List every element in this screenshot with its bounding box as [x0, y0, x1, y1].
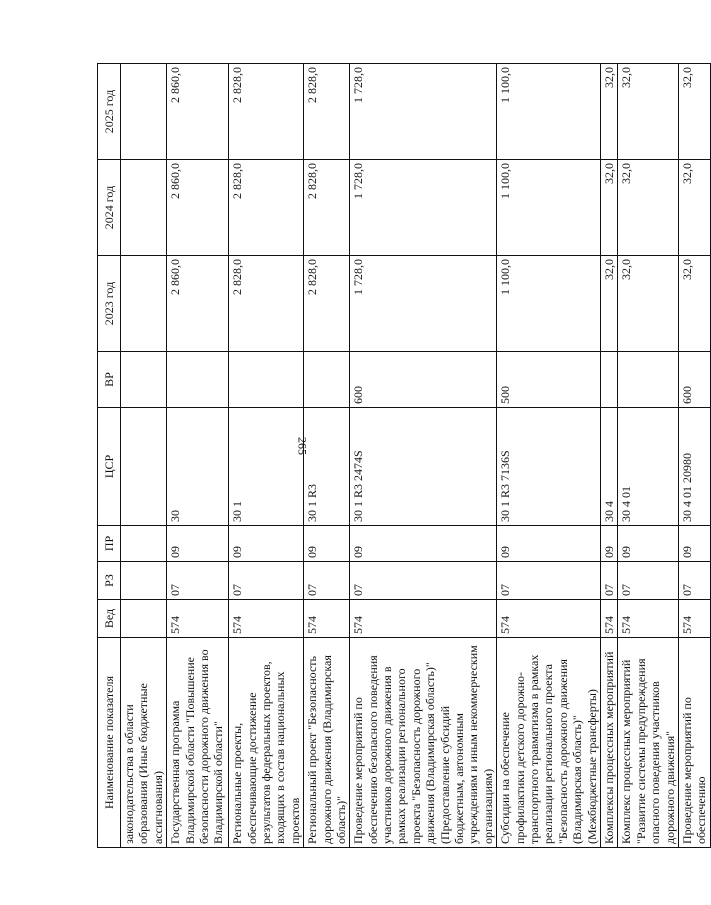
cell-vr [618, 352, 679, 408]
cell-rz: 07 [229, 562, 304, 600]
cell-vr: 600 [678, 352, 710, 408]
cell-csr [121, 408, 167, 526]
cell-rz [121, 562, 167, 600]
cell-name: Региональные проекты, обеспечивающие достижение результатов федеральных проектов, входящих в состав национальных проектов [229, 638, 304, 848]
cell-ved: 574 [600, 600, 617, 638]
cell-vr: 600 [350, 352, 497, 408]
table-row [600, 64, 617, 848]
table-row [121, 64, 167, 848]
header-2025: 2025 год [98, 64, 121, 160]
cell-ved: 574 [678, 600, 710, 638]
cell-csr: 30 [167, 408, 229, 526]
cell-2025: 32,0 [678, 64, 710, 160]
cell-2024 [121, 160, 167, 256]
cell-csr: 30 4 01 [618, 408, 679, 526]
cell-ved: 574 [350, 600, 497, 638]
cell-vr [600, 352, 617, 408]
budget-table [97, 63, 711, 848]
cell-pr: 09 [618, 526, 679, 562]
cell-pr [121, 526, 167, 562]
cell-vr [167, 352, 229, 408]
table-header-row [98, 64, 121, 848]
header-name: Наименование показателя [98, 638, 121, 848]
cell-csr: 30 1 R3 2474S [350, 408, 497, 526]
cell-2024: 1 728,0 [350, 160, 497, 256]
cell-pr: 09 [350, 526, 497, 562]
cell-pr: 09 [229, 526, 304, 562]
cell-ved: 574 [304, 600, 350, 638]
cell-name: Комплекс процессных мероприятий "Развитие системы предупреждения опасного поведения участников дорожного движения" [618, 638, 679, 848]
table-row [678, 64, 710, 848]
cell-2024: 32,0 [600, 160, 617, 256]
cell-name: Комплексы процессных мероприятий [600, 638, 617, 848]
cell-pr: 09 [497, 526, 601, 562]
cell-csr: 30 4 [600, 408, 617, 526]
cell-2024: 32,0 [678, 160, 710, 256]
cell-pr: 09 [304, 526, 350, 562]
cell-vr [121, 352, 167, 408]
cell-ved: 574 [497, 600, 601, 638]
table-row [167, 64, 229, 848]
cell-csr: 30 1 R3 7136S [497, 408, 601, 526]
cell-name: законодательства в области образования (Иные бюджетные ассигнования) [121, 638, 167, 848]
cell-2023: 1 728,0 [350, 256, 497, 352]
cell-name: Субсидии на обеспечение профилактики детского дорожно-транспортного травматизма в рамках реализации регионального проекта "Безопасность дорожного движения (Владимирская область)" (Межбюджетные трансферты) [497, 638, 601, 848]
cell-ved: 574 [167, 600, 229, 638]
cell-ved [121, 600, 167, 638]
cell-rz: 07 [350, 562, 497, 600]
rotated-table-wrapper [97, 64, 709, 848]
table-row [497, 64, 601, 848]
cell-ved: 574 [618, 600, 679, 638]
cell-vr: 500 [497, 352, 601, 408]
cell-2025: 2 860,0 [167, 64, 229, 160]
table-row [618, 64, 679, 848]
cell-2024: 1 100,0 [497, 160, 601, 256]
cell-2024: 32,0 [618, 160, 679, 256]
cell-2024: 2 860,0 [167, 160, 229, 256]
table-row [229, 64, 304, 848]
table-frame [97, 64, 709, 848]
cell-2025: 32,0 [618, 64, 679, 160]
cell-2025 [121, 64, 167, 160]
cell-ved: 574 [229, 600, 304, 638]
cell-rz: 07 [304, 562, 350, 600]
cell-name: Региональный проект "Безопасность дорожного движения (Владимирская область)" [304, 638, 350, 848]
cell-rz: 07 [678, 562, 710, 600]
header-csr: ЦСР [98, 408, 121, 526]
cell-2024: 2 828,0 [304, 160, 350, 256]
cell-2023: 32,0 [618, 256, 679, 352]
cell-2023: 1 100,0 [497, 256, 601, 352]
table-row [350, 64, 497, 848]
cell-name: Проведение мероприятий по обеспечению безопасного поведения участников дорожного движения в рамках реализации регионального проекта "Безопасность дорожного движения (Владимирская область)" (Предоставление субсидий бюджетным, автономным учреждениям и иным некоммерческим организациям) [350, 638, 497, 848]
table-row [304, 64, 350, 848]
cell-2023: 32,0 [600, 256, 617, 352]
cell-2023: 32,0 [678, 256, 710, 352]
header-2024: 2024 год [98, 160, 121, 256]
cell-pr: 09 [678, 526, 710, 562]
cell-2024: 2 828,0 [229, 160, 304, 256]
cell-2025: 2 828,0 [229, 64, 304, 160]
cell-rz: 07 [497, 562, 601, 600]
cell-csr: 30 4 01 20980 [678, 408, 710, 526]
header-2023: 2023 год [98, 256, 121, 352]
cell-csr: 30 1 [229, 408, 304, 526]
header-vr: ВР [98, 352, 121, 408]
cell-2023: 2 828,0 [304, 256, 350, 352]
cell-vr [304, 352, 350, 408]
header-pr: ПР [98, 526, 121, 562]
cell-name: Проведение мероприятий по обеспечению [678, 638, 710, 848]
cell-rz: 07 [618, 562, 679, 600]
cell-csr: 30 1 R3 [304, 408, 350, 526]
cell-rz: 07 [167, 562, 229, 600]
header-ved: Вед [98, 600, 121, 638]
cell-2023: 2 860,0 [167, 256, 229, 352]
cell-2025: 2 828,0 [304, 64, 350, 160]
cell-2023 [121, 256, 167, 352]
cell-rz: 07 [600, 562, 617, 600]
cell-2023: 2 828,0 [229, 256, 304, 352]
cell-2025: 1 100,0 [497, 64, 601, 160]
cell-name: Государственная программа Владимирской области "Повышение безопасности дорожного движения во Владимирской области" [167, 638, 229, 848]
cell-pr: 09 [167, 526, 229, 562]
cell-pr: 09 [600, 526, 617, 562]
page-number: 265 [295, 437, 310, 455]
cell-vr [229, 352, 304, 408]
header-rz: РЗ [98, 562, 121, 600]
cell-2025: 1 728,0 [350, 64, 497, 160]
cell-2025: 32,0 [600, 64, 617, 160]
